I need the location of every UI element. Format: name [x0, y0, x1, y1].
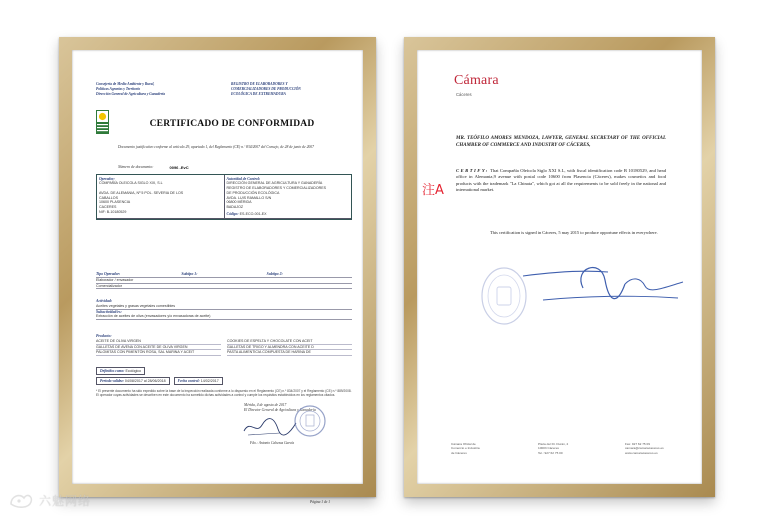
- operator-line: CACERES: [99, 205, 117, 210]
- watermark-text: 六魅网络: [39, 493, 92, 508]
- certificate-intro: Documento justificativo conforme al artículo 29, apartado 1, del Reglamento (CE) n.º 834/2007 del Consejo, de 28 de junio de 2007: [118, 145, 314, 149]
- subactivity-value: Extracción de aceites de oliva (envasadores y/o envasadoras de aceite): [96, 314, 352, 320]
- document-number-label: Número de documento:: [118, 165, 154, 169]
- products-section: [96, 334, 352, 356]
- validity-to: 28/06/2018: [147, 379, 166, 383]
- footer-col: [538, 442, 594, 455]
- type-cell: Elaborador / envasador: [96, 277, 134, 282]
- authority-line: REGISTRO DE ELABORADORES Y COMERCIALIZADORES: [226, 186, 327, 191]
- right-certificate-paper: [417, 50, 702, 484]
- authority-line: AVDA. LUIS RAMALLO S/N: [226, 195, 272, 200]
- operator-table: [96, 174, 352, 220]
- operator-line: COMPAÑÍA OLEICOLA SIGLO XXI, S.L: [99, 181, 163, 186]
- type-cell: [181, 278, 266, 283]
- certify-text: That Compañía Oleícola Siglo XXI S.L, with fiscal identification code B 10180529, and head office in Alemania,9 avenue with postal code 10600 from Plasencia (Cáceres), makes cosmetics and food products with the trademark "La Chinata", which got at all the requirements to be sold freely in the national and international market.: [456, 168, 666, 193]
- right-certificate-frame: [404, 37, 715, 497]
- footer-col: [625, 442, 681, 455]
- defined-as-value: Ecológico: [125, 369, 142, 373]
- header-left-line: Consejería de Medio Ambiente y Rural,: [96, 82, 155, 86]
- footer-line: 10003 Cáceres: [538, 446, 559, 451]
- code-row: [227, 212, 350, 217]
- handwritten-signature-icon: [513, 248, 693, 318]
- official-stamp-icon: [292, 403, 328, 439]
- activity-label: Actividad:: [96, 299, 113, 303]
- header-right-line: COMERCIALIZADORES DE PRODUCCIÓN: [231, 86, 301, 91]
- certificate-title: CERTIFICADO DE CONFORMIDAD: [149, 119, 315, 129]
- right-certificate-footer: [451, 442, 681, 455]
- left-certificate-frame: [59, 37, 376, 504]
- type-cell: [181, 284, 266, 289]
- authority-cell: [225, 175, 352, 218]
- operator-cell: [97, 175, 225, 218]
- activity-section: [96, 299, 352, 320]
- control-date-value: 14/02/2017: [200, 379, 219, 383]
- signer-name: Fdo.: Antonio Cabezas García: [250, 441, 295, 445]
- product-item: COOKIES DE ESPELTA Y CHOCOLATE CON ACEIT: [227, 339, 352, 345]
- product-item: GALLETAS DE AVENA CON ACEITE DE OLIVA VIRGEN: [96, 345, 221, 351]
- operator-line: CABALLOS: [99, 195, 118, 200]
- signer-role: El Director General de Agricultura y Ganadería: [244, 408, 316, 412]
- left-certificate-header: [96, 82, 346, 96]
- activity-value: Aceites vegetales y grasas vegetales comestibles: [96, 304, 352, 310]
- defined-as-box: [96, 367, 145, 375]
- header-right-line: REGISTRO DE ELABORADORES Y: [231, 82, 288, 86]
- control-date-label: Fecha control:: [177, 379, 200, 383]
- validity-box: [96, 377, 170, 385]
- footer-col: [451, 442, 507, 455]
- footer-line: Cámara Oficial de: [451, 442, 476, 446]
- watermark: [8, 490, 91, 510]
- authority-line: DE PRODUCCIÓN ECOLÓGICA: [226, 190, 280, 195]
- header-right-line: ECOLÓGICA DE EXTREMADURA: [231, 91, 286, 96]
- products-label: Producto:: [96, 334, 112, 338]
- validity-section: [96, 367, 352, 385]
- header-left-line: Políticas Agrarias y Territorio: [96, 86, 141, 91]
- product-item: PASTA ALIMENTICIA COMPUESTA DE HARINA DE: [227, 350, 352, 356]
- operator-type-row: [96, 284, 352, 290]
- product-item: GALLETAS DE TRIGO Y ALMENDRA CON ACEITE D: [227, 345, 352, 351]
- validity-label: Periodo validez:: [100, 379, 124, 383]
- document-number: 0096 -EvC: [169, 165, 189, 170]
- authority-line: BADAJOZ: [226, 205, 244, 210]
- red-annotation-mark: 注A: [422, 183, 444, 198]
- type-cell: Comercializador: [96, 283, 122, 288]
- header-left-block: [96, 82, 211, 96]
- operator-type-section: [96, 272, 352, 289]
- validity-row: [96, 377, 352, 385]
- place-date: Mérida, 4 de agosto de 2017: [244, 403, 287, 407]
- subtype1-label: Subtipo 1:: [181, 272, 198, 276]
- camara-brand-subtitle: Cáceres: [456, 92, 472, 97]
- product-item: PALOMITAS CON PIMENTÓN ROSA, SAL MARINA Y ACEIT: [96, 350, 221, 356]
- code-value: ES-ECO-001-EX: [239, 212, 267, 217]
- product-item: ACEITE DE OLIVA VIRGEN: [96, 339, 221, 345]
- operator-line: 10600 PLASENCIA: [99, 200, 131, 205]
- operator-label: Operador:: [99, 176, 115, 181]
- subactivity-label: Subactividad/es:: [96, 309, 122, 314]
- left-certificate-paper: [72, 50, 363, 504]
- type-cell: [267, 278, 352, 283]
- footer-line: Plaza del Dr. Durán, 2: [538, 442, 569, 446]
- footer-line: Tel.: 927 62 75 00: [538, 450, 563, 455]
- authority-line: 06800 MÉRIDA: [226, 200, 252, 205]
- footer-line: Comercio e Industria: [451, 446, 480, 451]
- code-label: Código:: [226, 212, 239, 217]
- document-number-row: [118, 165, 338, 170]
- watermark-logo-icon: [8, 490, 34, 510]
- header-right-block: [231, 82, 346, 96]
- camara-brand-logo: Cámara: [454, 73, 499, 88]
- operator-line: AVDA. DE ALEMANIA, Nº 5 POL. SEVERIA DE LOS: [99, 190, 184, 195]
- eu-organic-logo-icon: [96, 110, 109, 134]
- closing-paragraph: This certification is signed in Cáceres, 5 may 2015 to produce opportune effects in everywhere.: [490, 230, 658, 235]
- addressee: MR. TEÓFILO AMORES MENDOZA, LAWYER, GENERAL SECRETARY OF THE OFFICIAL CHAMBER OF COMMERCE AND INDUSTRY OF CÁCERES,: [456, 136, 666, 149]
- page-number: Página 1 de 1: [310, 500, 331, 504]
- footer-line: camara@camaracaceres.es: [625, 446, 664, 451]
- validity-from: 04/08/2017: [124, 379, 143, 383]
- defined-as-label: Definidos como:: [100, 369, 125, 373]
- defined-as-row: [96, 367, 352, 375]
- footer-line: de Cáceres: [451, 450, 467, 455]
- footer-line: www.camaracaceres.es: [625, 450, 658, 455]
- type-label: Tipo Operador:: [96, 272, 121, 276]
- validity-to-label: al: [143, 379, 147, 383]
- control-date-box: [174, 377, 223, 385]
- certificate-notes: * El presente documento ha sido expedido sobre la base de la inspección realizada conforme a lo dispuesto en el Reglamento (CE) n.º 834/2007 y el Reglamento (CE) n.º 889/2008. El operador cuyas actividades se describen en este documento ha sometido dichas actividades a control y cumple los requisitos establecidos en los reglamentos citados.: [96, 389, 352, 398]
- products-grid: [96, 339, 352, 356]
- operator-row: [97, 175, 351, 219]
- authority-label: Autoridad de Control:: [226, 176, 261, 181]
- certify-word: CERTIFY:: [456, 168, 489, 173]
- footer-line: Fax: 927 62 75 09: [625, 442, 650, 446]
- subtype2-label: Subtipo 2:: [266, 272, 283, 276]
- type-cell: [267, 284, 352, 289]
- operator-line: NIF: B-10180529: [99, 210, 127, 215]
- certify-paragraph: [456, 168, 666, 194]
- authority-line: DIRECCIÓN GENERAL DE AGRICULTURA Y GANADERÍA: [226, 181, 323, 186]
- header-left-line: Dirección General de Agricultura y Ganadería: [96, 91, 166, 96]
